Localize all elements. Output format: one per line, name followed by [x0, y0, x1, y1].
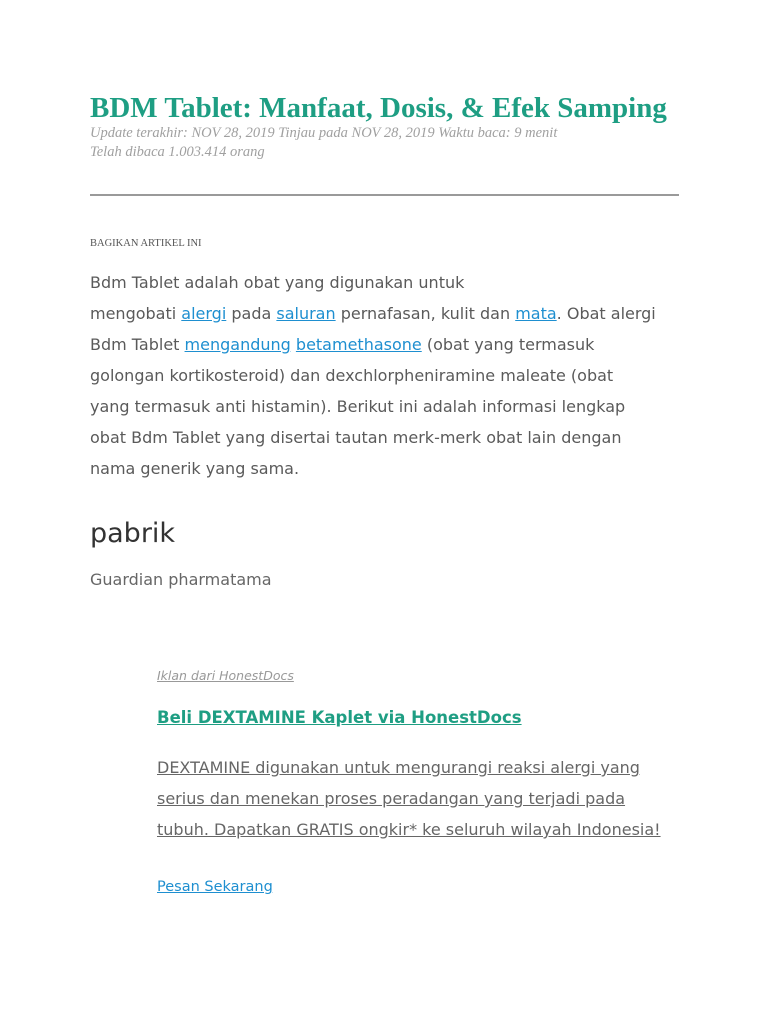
page-title: BDM Tablet: Manfaat, Dosis, & Efek Samping — [90, 92, 667, 124]
intro-line — [90, 335, 594, 354]
intro-line: obat Bdm Tablet yang disertai tautan merk-merk obat lain dengan — [90, 428, 622, 447]
intro-line: golongan kortikosteroid) dan dexchlorpheniramine maleate (obat — [90, 366, 614, 385]
link-saluran[interactable]: saluran — [276, 304, 336, 323]
intro-line — [90, 304, 656, 323]
intro-line: yang termasuk anti histamin). Berikut ini adalah informasi lengkap — [90, 397, 626, 416]
text: Bdm Tablet adalah obat yang digunakan untuk — [90, 273, 465, 292]
intro-line — [90, 273, 464, 292]
ad-label-link[interactable]: Iklan dari HonestDocs — [157, 668, 294, 683]
ad-description-line[interactable]: serius dan menekan proses peradangan yang terjadi pada — [157, 789, 626, 808]
share-label: BAGIKAN ARTIKEL INI — [90, 238, 202, 249]
text: mengobati — [90, 304, 182, 323]
link-betamethasone[interactable]: betamethasone — [295, 335, 422, 354]
link-alergi[interactable]: alergi — [181, 304, 227, 323]
read-count: Telah dibaca 1.003.414 orang — [90, 144, 265, 160]
section-heading: pabrik — [90, 518, 176, 549]
ad-description-line[interactable]: tubuh. Dapatkan GRATIS ongkir* ke seluruh wilayah Indonesia! — [157, 820, 661, 839]
intro-line: nama generik yang sama. — [90, 459, 300, 478]
text: pada — [226, 304, 277, 323]
order-now-link[interactable]: Pesan Sekarang — [157, 879, 273, 895]
text: pernafasan, kulit dan — [335, 304, 516, 323]
manufacturer-name: Guardian pharmatama — [90, 570, 272, 589]
text: Bdm Tablet — [90, 335, 185, 354]
divider — [90, 194, 679, 196]
ad-description-line[interactable]: DEXTAMINE digunakan untuk mengurangi reaksi alergi yang — [157, 758, 640, 777]
ad-title-link[interactable]: Beli DEXTAMINE Kaplet via HonestDocs — [157, 708, 522, 727]
text: (obat yang termasuk — [421, 335, 595, 354]
article-meta: Update terakhir: NOV 28, 2019 Tinjau pada NOV 28, 2019 Waktu baca: 9 menit — [90, 125, 558, 141]
text: . Obat alergi — [556, 304, 656, 323]
link-mengandung[interactable]: mengandung — [184, 335, 291, 354]
link-mata[interactable]: mata — [515, 304, 557, 323]
